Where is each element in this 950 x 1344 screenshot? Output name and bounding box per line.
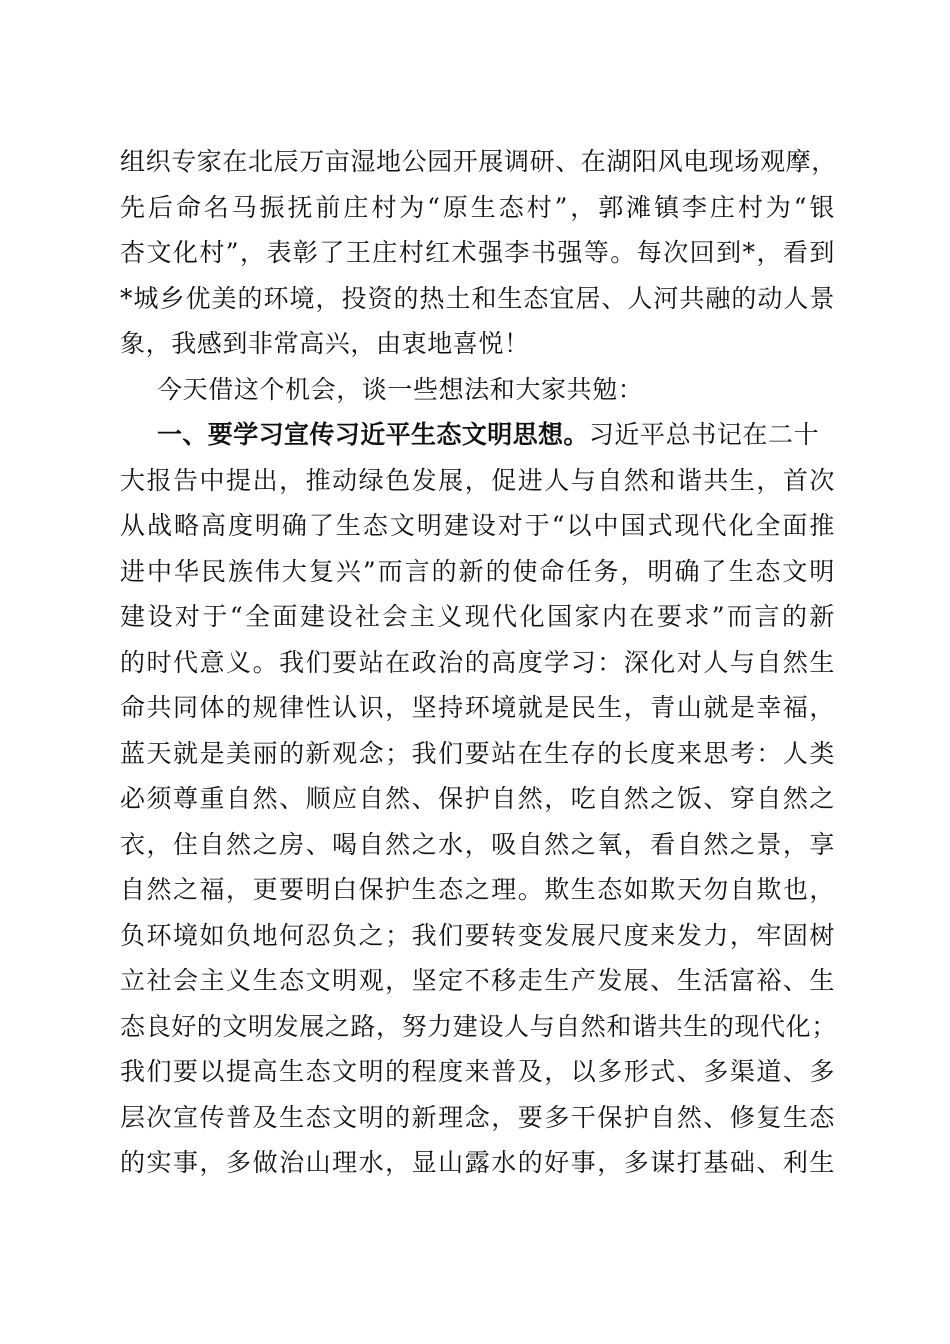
text-line: 象，我感到非常高兴，由衷地喜悦！ (120, 329, 530, 358)
section-1-first-line-text: 习近平总书记在二十 (588, 420, 820, 449)
text-line: 我们要以提高生态文明的程度来普及，以多形式、多渠道、多 (120, 1057, 835, 1086)
text-line: 自然之福，更要明白保护生态之理。欺生态如欺天勿自欺也， (120, 875, 835, 904)
text-line: 命共同体的规律性认识，坚持环境就是民生，青山就是幸福， (120, 693, 835, 722)
section-1-heading: 一、要学习宣传习近平生态文明思想。 (157, 420, 589, 449)
text-line: 蓝天就是美丽的新观念；我们要站在生存的长度来思考：人类 (120, 738, 835, 768)
text-line: 态良好的文明发展之路，努力建设人与自然和谐共生的现代化； (120, 1011, 837, 1041)
text-line: 立社会主义生态文明观，坚定不移走生产发展、生活富裕、生 (120, 966, 835, 995)
text-line: 杏文化村”，表彰了王庄村红术强李书强等。每次回到*，看到 (120, 238, 835, 267)
intro-paragraph: 今天借这个机会，谈一些想法和大家共勉： (157, 374, 644, 404)
text-line: 进中华民族伟大复兴”而言的新的使命任务，明确了生态文明 (120, 556, 835, 586)
text-line: *城乡优美的环境，投资的热土和生态宜居、人河共融的动人景 (120, 283, 835, 313)
text-line: 先后命名马振抚前庄村为“原生态村”，郭滩镇李庄村为“银 (120, 192, 835, 222)
text-line: 建设对于“全面建设社会主义现代化国家内在要求”而言的新 (120, 602, 835, 631)
text-line: 组织专家在北辰万亩湿地公园开展调研、在湖阳风电现场观摩， (120, 147, 837, 176)
text-line: 从战略高度明确了生态文明建设对于“以中国式现代化全面推 (120, 511, 835, 540)
text-line: 层次宣传普及生态文明的新理念，要多干保护自然、修复生态 (120, 1102, 835, 1132)
text-line: 负环境如负地何忍负之；我们要转变发展尺度来发力，牢固树 (120, 920, 835, 950)
text-line: 大报告中提出，推动绿色发展，促进人与自然和谐共生，首次 (120, 465, 835, 495)
section-1-first-line (120, 412, 835, 458)
text-line: 的时代意义。我们要站在政治的高度学习：深化对人与自然生 (120, 647, 835, 677)
document-body (120, 139, 835, 1186)
text-line: 必须尊重自然、顺应自然、保护自然，吃自然之饭、穿自然之 (120, 784, 835, 813)
text-line: 的实事，多做治山理水，显山露水的好事，多谋打基础、利生 (120, 1148, 835, 1177)
text-line: 衣，住自然之房、喝自然之水，吸自然之氧，看自然之景，享 (120, 829, 835, 859)
